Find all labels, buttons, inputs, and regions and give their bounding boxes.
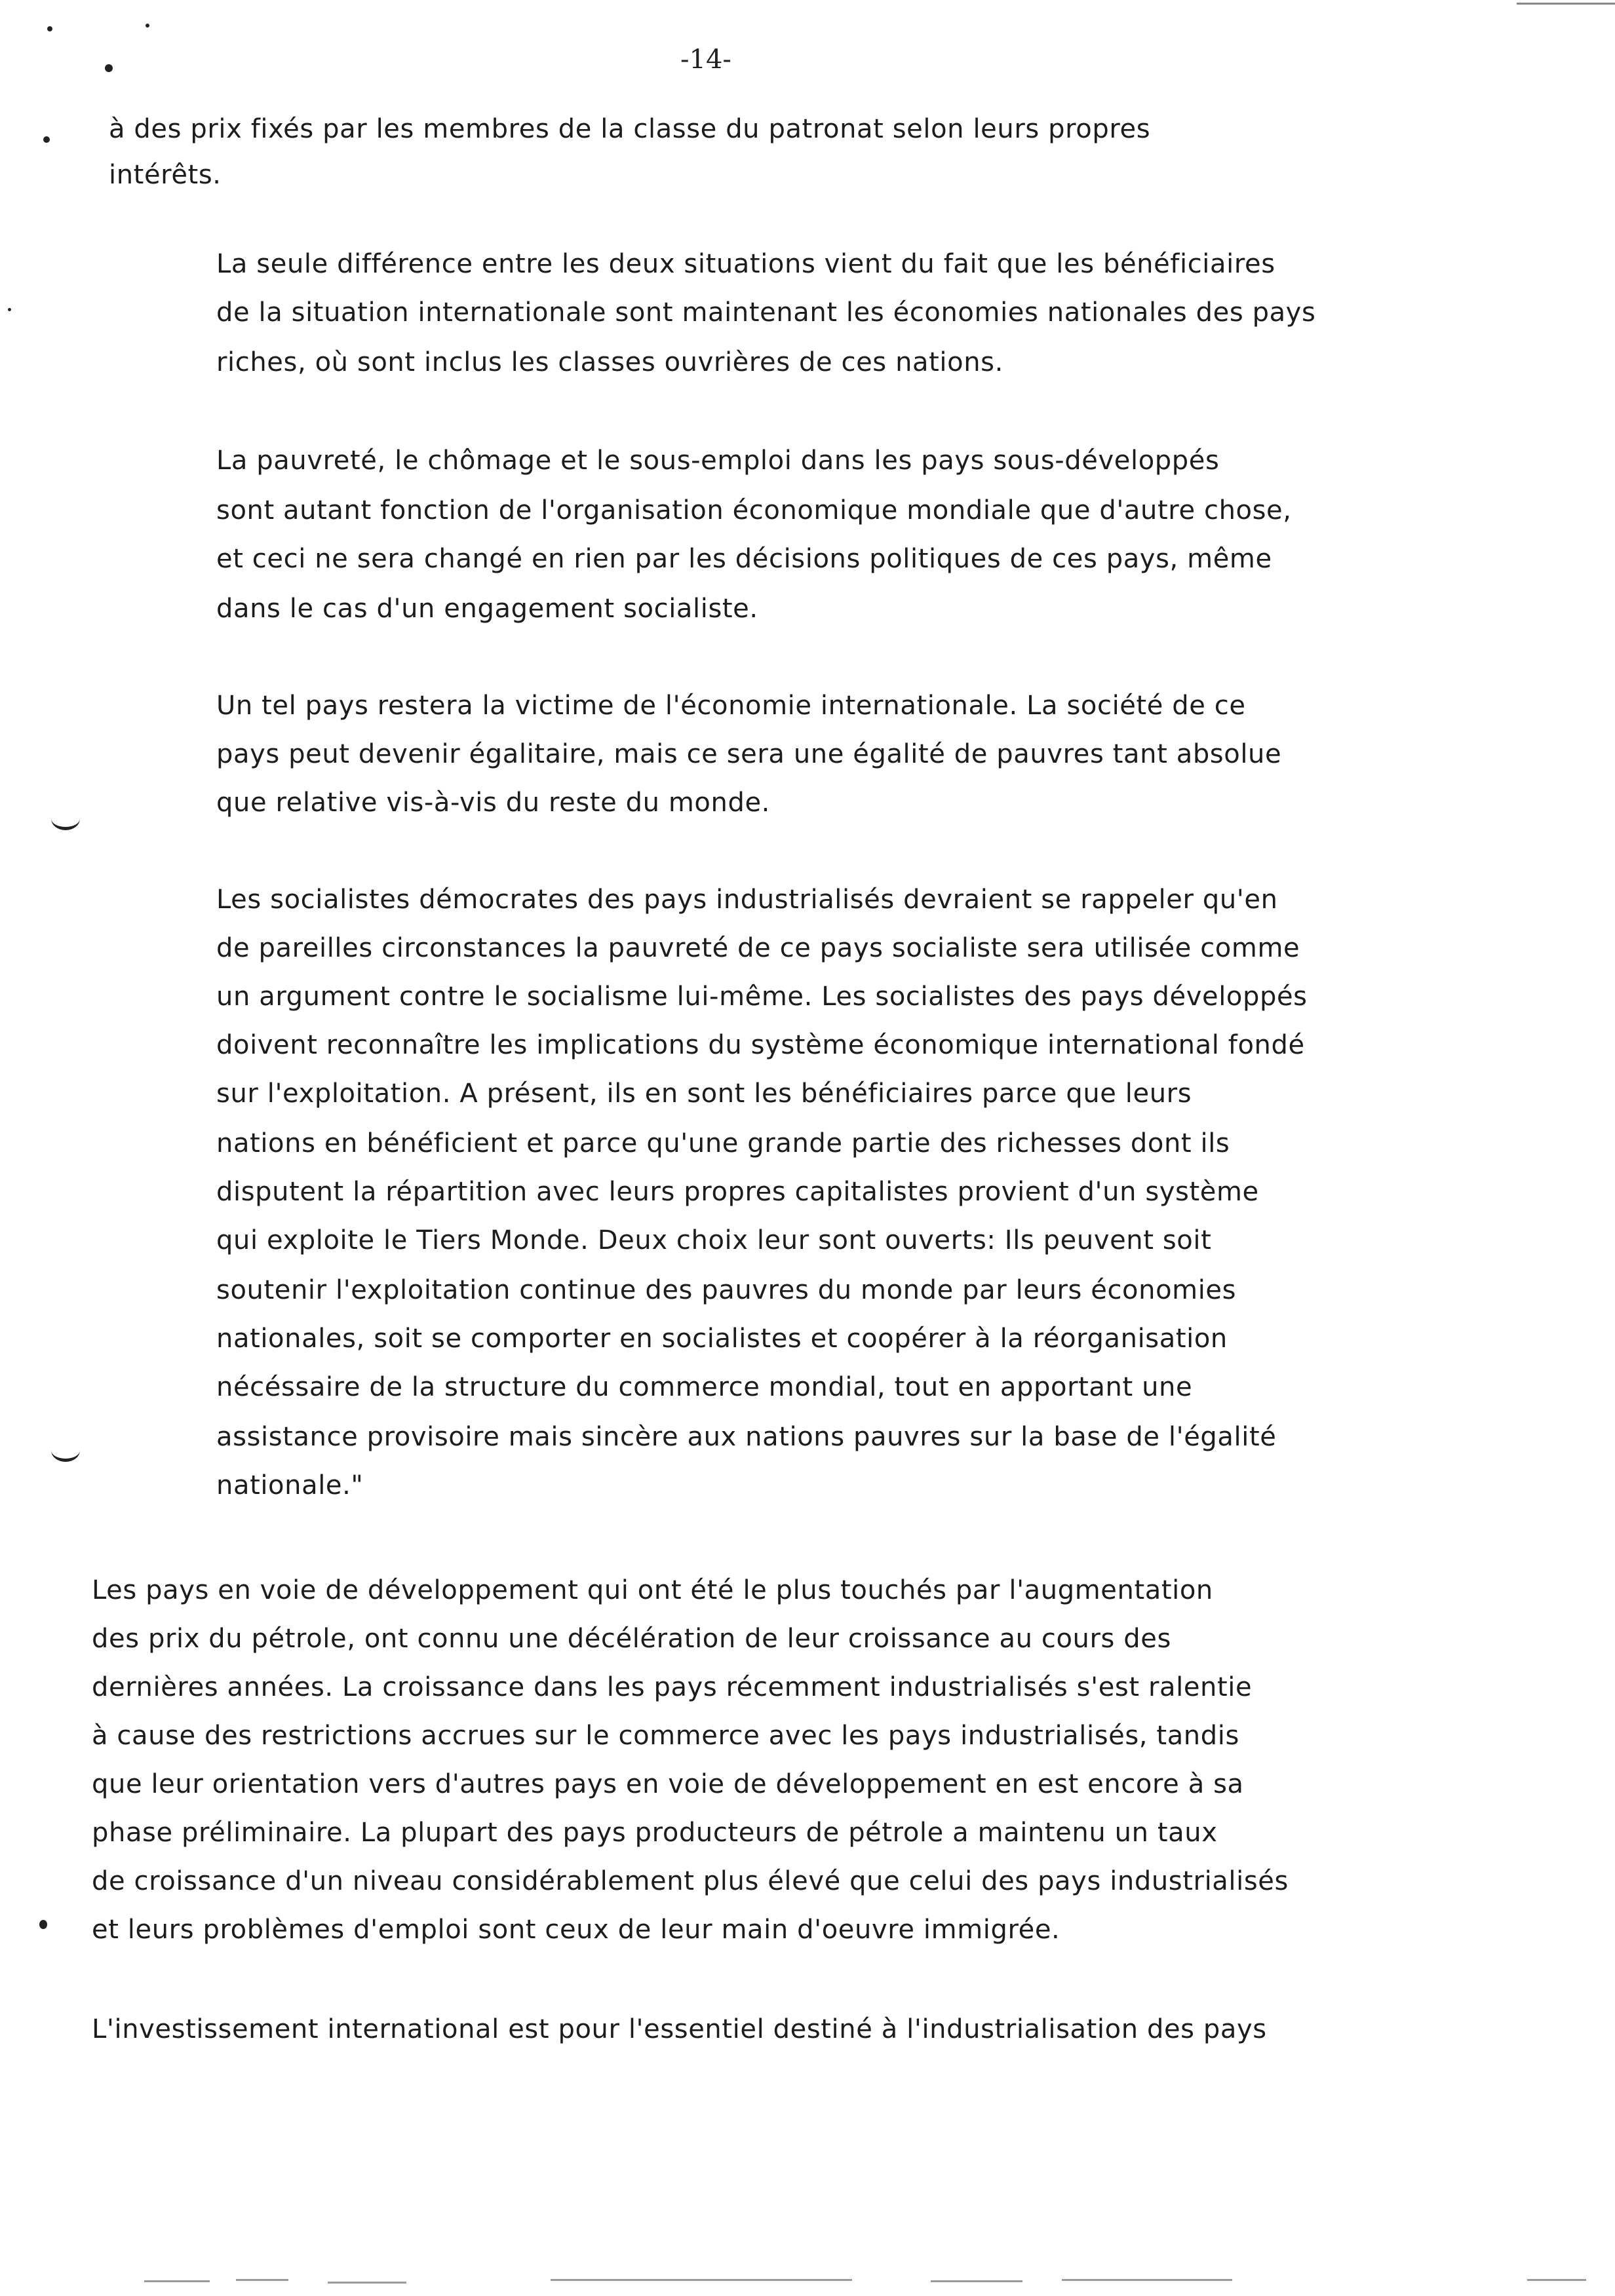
text-line: intérêts.: [109, 160, 222, 190]
scan-speck: [47, 26, 52, 31]
punch-hole-mark: [51, 807, 80, 830]
scan-speck: [39, 1920, 47, 1929]
scan-smudge: [144, 2280, 210, 2282]
text-line: Un tel pays restera la victime de l'économie internationale. La société de ce: [216, 691, 1246, 721]
text-line: sur l'exploitation. A présent, ils en sont les bénéficiaires parce que leurs: [216, 1079, 1192, 1109]
text-line: à cause des restrictions accrues sur le commerce avec les pays industrialisés, tandis: [92, 1721, 1239, 1751]
scan-smudge: [931, 2280, 1022, 2282]
text-line: La seule différence entre les deux situations vient du fait que les bénéficiaires: [216, 249, 1275, 279]
text-line: et leurs problèmes d'emploi sont ceux de leur main d'oeuvre immigrée.: [92, 1915, 1060, 1945]
text-line: que leur orientation vers d'autres pays en voie de développement en est encore à sa: [92, 1769, 1244, 1799]
text-line: disputent la répartition avec leurs propres capitalistes provient d'un système: [216, 1177, 1259, 1207]
text-line: de pareilles circonstances la pauvreté de ce pays socialiste sera utilisée comme: [216, 933, 1300, 963]
text-line: et ceci ne sera changé en rien par les décisions politiques de ces pays, même: [216, 544, 1272, 574]
scan-speck: [105, 64, 113, 72]
text-line: doivent reconnaître les implications du système économique international fondé: [216, 1030, 1305, 1060]
text-line: un argument contre le socialisme lui-même. Les socialistes des pays développés: [216, 982, 1308, 1012]
scan-speck: [8, 308, 11, 311]
scan-smudge: [1527, 2279, 1586, 2281]
punch-hole-mark: [51, 1439, 80, 1462]
scan-smudge: [1062, 2279, 1232, 2281]
page-number: -14-: [680, 45, 731, 75]
text-line: à des prix fixés par les membres de la classe du patronat selon leurs propres: [109, 114, 1151, 144]
text-line: dernières années. La croissance dans les pays récemment industrialisés s'est ralentie: [92, 1672, 1253, 1702]
scan-edge-line: [1517, 3, 1615, 5]
text-line: phase préliminaire. La plupart des pays producteurs de pétrole a maintenu un taux: [92, 1818, 1218, 1848]
text-line: Les socialistes démocrates des pays industrialisés devraient se rappeler qu'en: [216, 885, 1278, 915]
text-line: que relative vis-à-vis du reste du monde.: [216, 788, 770, 818]
text-line: Les pays en voie de développement qui ont été le plus touchés par l'augmentation: [92, 1575, 1213, 1605]
text-line: de la situation internationale sont maintenant les économies nationales des pays: [216, 297, 1316, 328]
text-line: des prix du pétrole, ont connu une décélération de leur croissance au cours des: [92, 1624, 1171, 1654]
text-line: sont autant fonction de l'organisation économique mondiale que d'autre chose,: [216, 495, 1292, 526]
text-line: de croissance d'un niveau considérablement plus élevé que celui des pays industrialisés: [92, 1866, 1289, 1896]
scan-smudge: [236, 2279, 288, 2281]
text-line: pays peut devenir égalitaire, mais ce sera une égalité de pauvres tant absolue: [216, 739, 1282, 769]
scan-smudge: [328, 2282, 406, 2284]
text-line: La pauvreté, le chômage et le sous-emploi dans les pays sous-développés: [216, 446, 1220, 476]
scan-speck: [43, 136, 50, 143]
scan-speck: [146, 24, 149, 28]
text-line: nations en bénéficient et parce qu'une grande partie des richesses dont ils: [216, 1128, 1230, 1158]
text-line: L'investissement international est pour l'essentiel destiné à l'industrialisation des pays: [92, 2014, 1267, 2044]
scan-smudge: [551, 2279, 852, 2281]
text-line: dans le cas d'un engagement socialiste.: [216, 594, 758, 624]
text-line: nationale.": [216, 1470, 364, 1501]
text-line: assistance provisoire mais sincère aux nations pauvres sur la base de l'égalité: [216, 1422, 1277, 1452]
text-line: riches, où sont inclus les classes ouvrières de ces nations.: [216, 347, 1003, 377]
text-line: soutenir l'exploitation continue des pauvres du monde par leurs économies: [216, 1275, 1237, 1305]
text-line: nationales, soit se comporter en socialistes et coopérer à la réorganisation: [216, 1324, 1228, 1354]
text-line: nécéssaire de la structure du commerce mondial, tout en apportant une: [216, 1372, 1193, 1402]
text-line: qui exploite le Tiers Monde. Deux choix leur sont ouverts: Ils peuvent soit: [216, 1225, 1212, 1255]
